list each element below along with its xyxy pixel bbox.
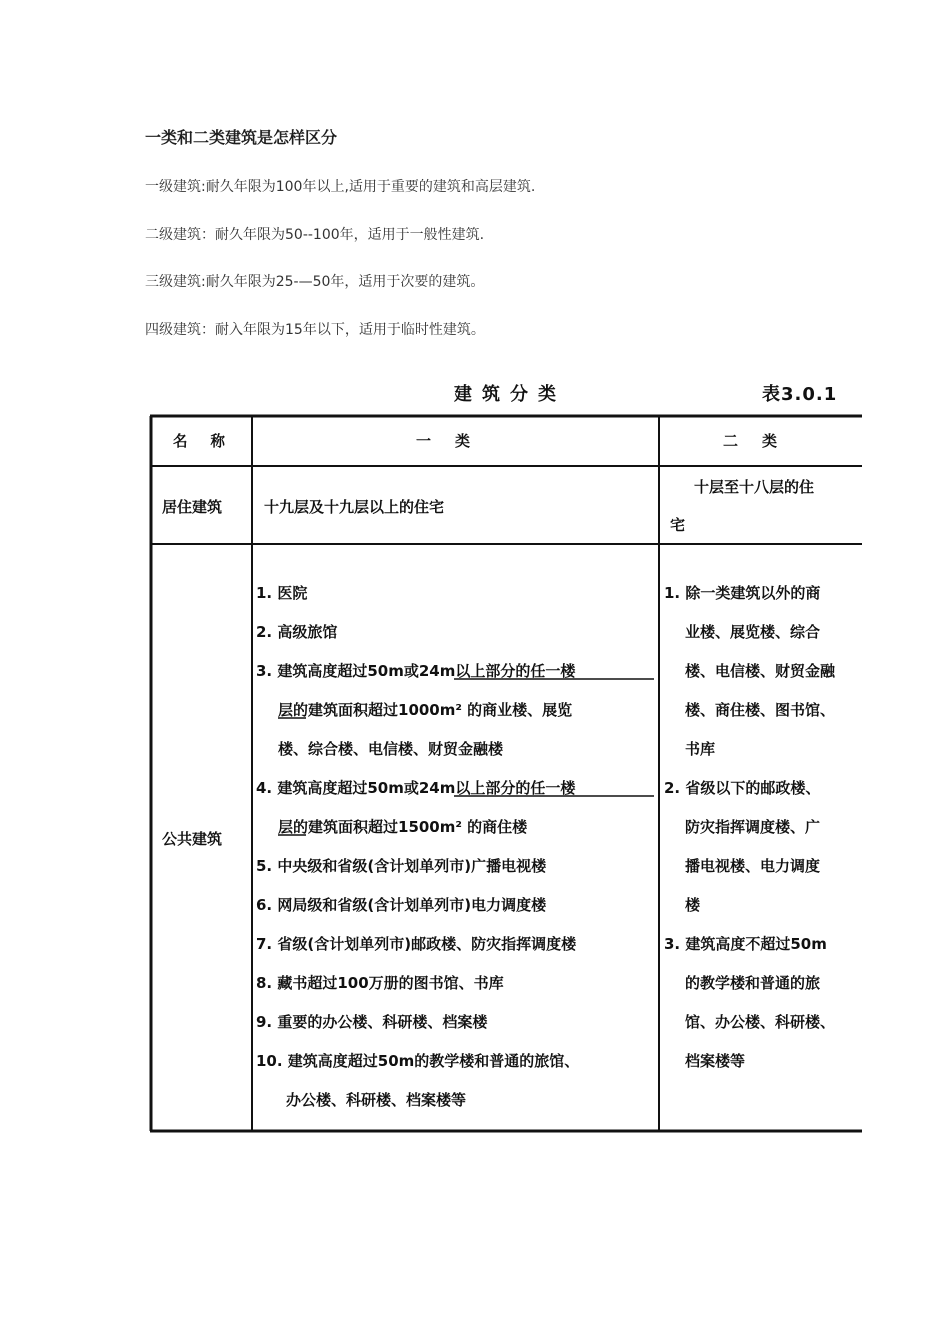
public-class-1-line: 层的建筑面积超过1500m² 的商住楼 [278,818,528,836]
table-title: 建筑分类 [454,384,566,405]
header-class-1: 一类 [416,432,495,450]
public-class-1-line: 10. 建筑高度超过50m的教学楼和普通的旅馆、 [256,1052,580,1070]
header-class-2: 二类 [723,432,802,450]
public-class-2-line: 楼、电信楼、财贸金融 [685,662,836,680]
table-number: 表3.0.1 [762,384,838,405]
public-class-2-line: 楼 [685,896,701,914]
public-class-1-line: 层的建筑面积超过1000m² 的商业楼、展览 [278,701,573,719]
public-class-1-line: 3. 建筑高度超过50m或24m以上部分的任一楼 [256,662,576,680]
public-class-2-line: 防灾指挥调度楼、广 [685,818,821,836]
public-class-2-line: 1. 除一类建筑以外的商 [664,584,821,602]
public-class-1-line: 6. 网局级和省级(含计划单列市)电力调度楼 [256,896,547,914]
row-name-public: 公共建筑 [162,830,223,848]
public-class-1-line: 4. 建筑高度超过50m或24m以上部分的任一楼 [256,779,576,797]
public-class-1-line: 7. 省级(含计划单列市)邮政楼、防灾指挥调度楼 [256,935,577,953]
public-class-1-line: 2. 高级旅馆 [256,623,338,641]
classification-table-scan [148,372,862,1136]
row-name-residential: 居住建筑 [162,498,223,516]
public-class-2-line: 档案楼等 [685,1052,746,1070]
residential-class-2-line: 十层至十八层的住 [694,478,815,496]
paragraph-grade-4: 四级建筑：耐入年限为15年以下，适用于临时性建筑。 [145,322,485,338]
public-class-1-line: 9. 重要的办公楼、科研楼、档案楼 [256,1013,488,1031]
public-class-2-line: 播电视楼、电力调度 [685,857,821,875]
paragraph-grade-1: 一级建筑:耐久年限为100年以上,适用于重要的建筑和高层建筑. [145,179,536,195]
residential-class-1: 十九层及十九层以上的住宅 [264,498,445,516]
residential-class-2-line: 宅 [670,516,686,534]
public-class-2-line: 馆、办公楼、科研楼、 [685,1013,836,1031]
paragraph-grade-2: 二级建筑：耐久年限为50--100年，适用于一般性建筑. [145,227,485,243]
public-class-1-line: 8. 藏书超过100万册的图书馆、书库 [256,974,504,992]
public-class-2-line: 书库 [685,740,716,758]
public-class-2-line: 的教学楼和普通的旅 [685,974,821,992]
public-class-2-line: 业楼、展览楼、综合 [685,623,821,641]
paragraph-grade-3: 三级建筑:耐久年限为25-—50年，适用于次要的建筑。 [145,274,485,290]
public-class-2-line: 楼、商住楼、图书馆、 [685,701,836,719]
public-class-1-line: 1. 医院 [256,584,308,602]
public-class-1-line: 楼、综合楼、电信楼、财贸金融楼 [278,740,504,758]
public-class-2-line: 3. 建筑高度不超过50m [664,935,827,953]
header-name: 名称 [173,432,249,450]
public-class-1-line: 5. 中央级和省级(含计划单列市)广播电视楼 [256,857,547,875]
document-title: 一类和二类建筑是怎样区分 [145,128,338,147]
public-class-1-line: 办公楼、科研楼、档案楼等 [286,1091,467,1109]
public-class-2-line: 2. 省级以下的邮政楼、 [664,779,821,797]
